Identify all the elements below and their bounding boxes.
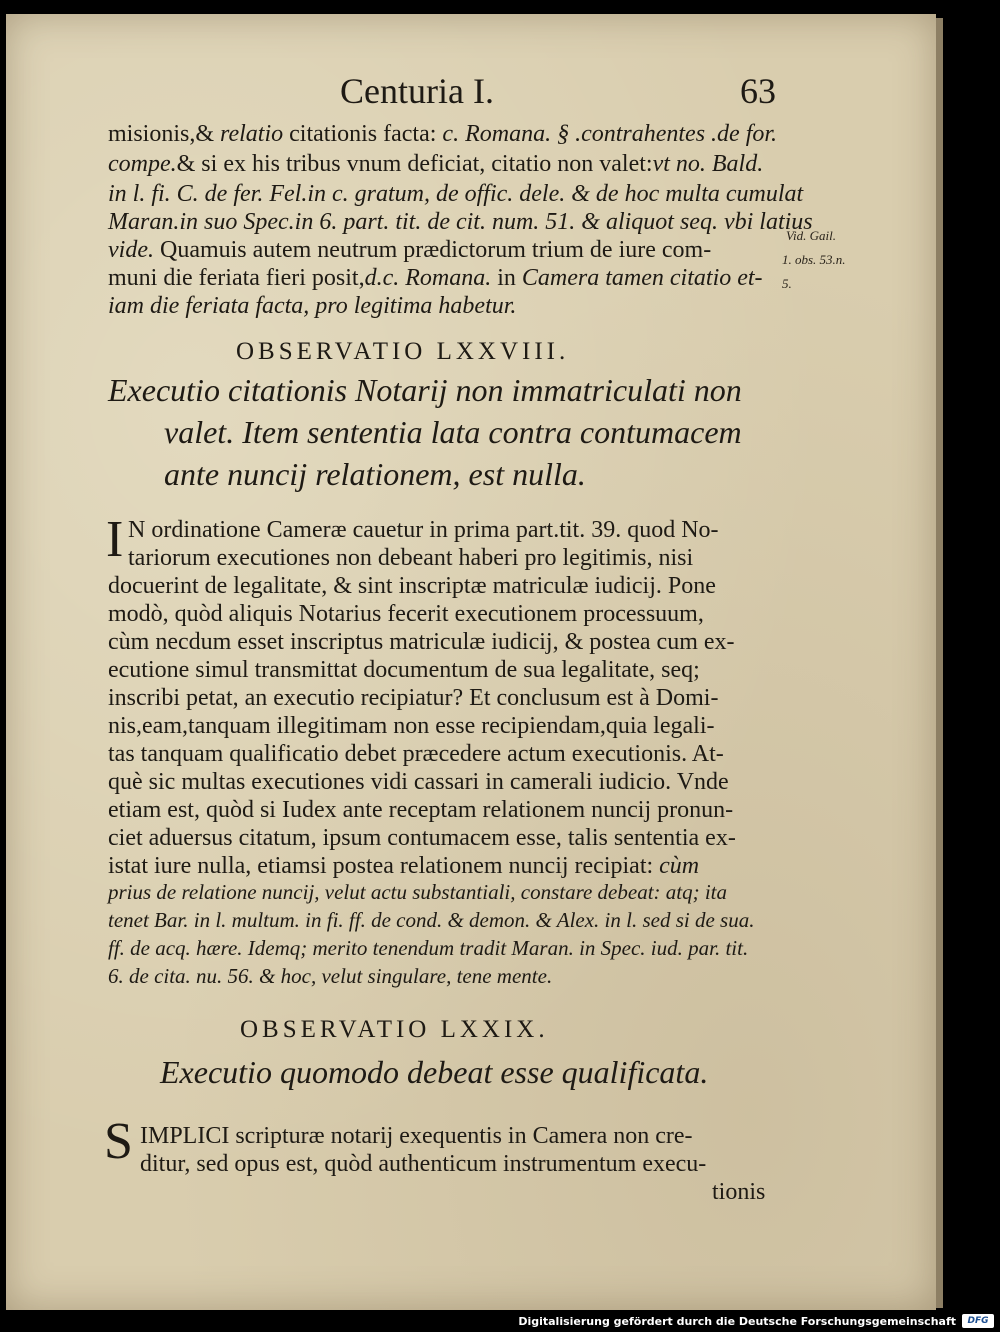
initial-letter: S [104, 1113, 133, 1170]
page-number: 63 [740, 71, 776, 111]
text-line: què sic multas executiones vidi cassari in camerali iudicio. Vnde [108, 769, 729, 795]
text-line: modò, quòd aliquis Notarius fecerit executionem processuum, [108, 601, 704, 627]
marginal-note: 5. [782, 276, 792, 291]
text-line: inscribi petat, an executio recipiatur? Et conclusum est à Domi- [108, 685, 719, 711]
text-line: cùm necdum esset inscriptus matriculæ iudicij, & postea cum ex- [108, 629, 735, 655]
observation-summary: Executio quomodo debeat esse qualificata. [160, 1054, 709, 1090]
text-line: IMPLICI scripturæ notarij exequentis in Camera non cre- [140, 1123, 693, 1149]
text-line: ciet aduersus citatum, ipsum contumacem esse, talis sententia ex- [108, 825, 736, 851]
text-line: muni die feriata fieri posit,d.c. Romana. in Camera tamen citatio et- [108, 265, 763, 291]
catchword: tionis [712, 1179, 766, 1205]
observation-summary: Executio citationis Notarij non immatriculati non [108, 372, 742, 408]
text-line: ff. de acq. hære. Idemq; merito tenendum tradit Maran. in Spec. iud. par. tit. [108, 936, 749, 960]
funding-credit: Digitalisierung gefördert durch die Deutsche Forschungsgemeinschaft [518, 1315, 956, 1328]
text-line: istat iure nulla, etiamsi postea relationem nuncij recipiat: cùm [108, 853, 700, 879]
initial-letter: I [106, 511, 124, 568]
observation-heading: OBSERVATIO LXXVIII. [236, 338, 570, 365]
text-line: vide. Quamuis autem neutrum prædictorum trium de iure com- [108, 237, 712, 263]
text-line: 6. de cita. nu. 56. & hoc, velut singulare, tene mente. [108, 964, 553, 988]
text-line: tenet Bar. in l. multum. in fi. ff. de cond. & demon. & Alex. in l. sed si de sua. [108, 908, 755, 932]
text-line: ecutione simul transmittat documentum de sua legalitate, seq; [108, 657, 700, 683]
text-line: prius de relatione nuncij, velut actu substantiali, constare debeat: atq; ita [108, 880, 728, 904]
text-line: Maran.in suo Spec.in 6. part. tit. de cit. num. 51. & aliquot seq. vbi latius [108, 209, 813, 235]
text-line: compe.& si ex his tribus vnum deficiat, citatio non valet:vt no. Bald. [108, 151, 764, 177]
text-line: ditur, sed opus est, quòd authenticum instrumentum execu- [140, 1151, 707, 1177]
footer-bar [0, 1310, 1000, 1332]
text-line: iam die feriata facta, pro legitima habetur. [108, 293, 517, 319]
observation-summary: valet. Item sententia lata contra contumacem [164, 414, 742, 450]
page-edge [936, 18, 943, 1308]
observation-heading: OBSERVATIO LXXIX. [240, 1016, 549, 1043]
text-line: misionis,& relatio citationis facta: c. Romana. § .contrahentes .de for. [108, 121, 778, 147]
marginal-note: Vid. Gail. [786, 228, 836, 243]
text-line: docuerint de legalitate, & sint inscriptæ matriculæ iudicij. Pone [108, 573, 716, 599]
text-line: in l. fi. C. de fer. Fel.in c. gratum, de offic. dele. & de hoc multa cumulat [108, 181, 804, 207]
text-line: nis,eam,tanquam illegitimam non esse recipiendam,quia legali- [108, 713, 715, 739]
text-line: N ordinatione Cameræ cauetur in prima part.tit. 39. quod No- [128, 517, 719, 543]
dfg-logo: DFG [962, 1314, 994, 1328]
observation-summary: ante nuncij relationem, est nulla. [164, 456, 586, 492]
marginal-note: 1. obs. 53.n. [782, 252, 846, 267]
text-line: etiam est, quòd si Iudex ante receptam relationem nuncij pronun- [108, 797, 734, 823]
running-title: Centuria I. [340, 71, 494, 111]
text-line: tas tanquam qualificatio debet præcedere actum executionis. At- [108, 741, 724, 767]
text-line: tariorum executiones non debeant haberi pro legitimis, nisi [128, 545, 694, 571]
